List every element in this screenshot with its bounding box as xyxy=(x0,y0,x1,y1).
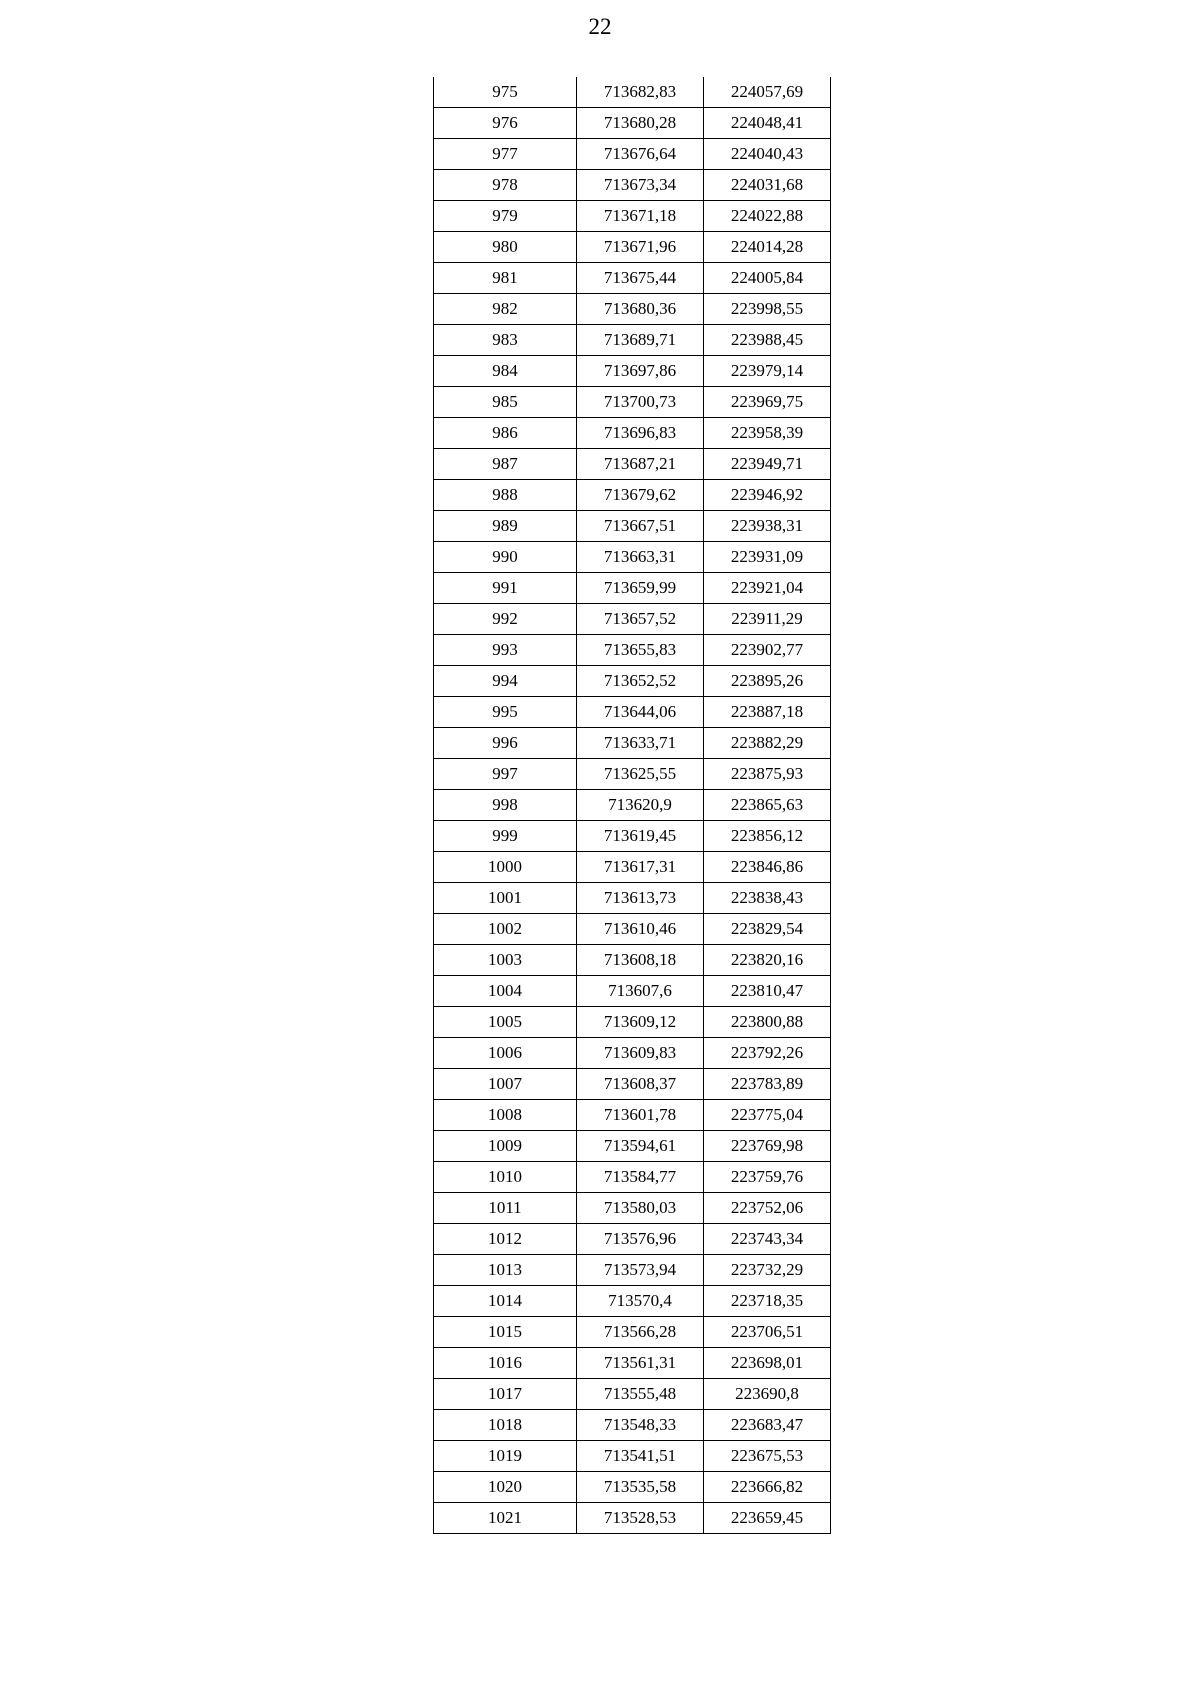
x-coordinate-cell: 713576,96 xyxy=(577,1224,704,1255)
point-number-cell: 1003 xyxy=(434,945,577,976)
table-row xyxy=(434,1069,831,1100)
point-number-cell: 1015 xyxy=(434,1317,577,1348)
table-row xyxy=(434,790,831,821)
point-number-cell: 993 xyxy=(434,635,577,666)
point-number-cell: 994 xyxy=(434,666,577,697)
table-row xyxy=(434,759,831,790)
table-row xyxy=(434,666,831,697)
point-number-cell: 977 xyxy=(434,139,577,170)
y-coordinate-cell: 223921,04 xyxy=(704,573,831,604)
point-number-cell: 1012 xyxy=(434,1224,577,1255)
point-number-cell: 998 xyxy=(434,790,577,821)
y-coordinate-cell: 223838,43 xyxy=(704,883,831,914)
coordinates-table-body xyxy=(434,77,831,1534)
y-coordinate-cell: 223865,63 xyxy=(704,790,831,821)
x-coordinate-cell: 713679,62 xyxy=(577,480,704,511)
y-coordinate-cell: 223856,12 xyxy=(704,821,831,852)
x-coordinate-cell: 713675,44 xyxy=(577,263,704,294)
y-coordinate-cell: 223675,53 xyxy=(704,1441,831,1472)
x-coordinate-cell: 713594,61 xyxy=(577,1131,704,1162)
point-number-cell: 995 xyxy=(434,697,577,728)
y-coordinate-cell: 223759,76 xyxy=(704,1162,831,1193)
x-coordinate-cell: 713541,51 xyxy=(577,1441,704,1472)
y-coordinate-cell: 223938,31 xyxy=(704,511,831,542)
y-coordinate-cell: 223911,29 xyxy=(704,604,831,635)
point-number-cell: 984 xyxy=(434,356,577,387)
table-row xyxy=(434,1224,831,1255)
y-coordinate-cell: 223690,8 xyxy=(704,1379,831,1410)
y-coordinate-cell: 224031,68 xyxy=(704,170,831,201)
x-coordinate-cell: 713528,53 xyxy=(577,1503,704,1534)
page-number: 22 xyxy=(588,14,612,39)
point-number-cell: 999 xyxy=(434,821,577,852)
y-coordinate-cell: 223743,34 xyxy=(704,1224,831,1255)
point-number-cell: 997 xyxy=(434,759,577,790)
table-row xyxy=(434,1410,831,1441)
table-row xyxy=(434,883,831,914)
table-row xyxy=(434,108,831,139)
y-coordinate-cell: 223810,47 xyxy=(704,976,831,1007)
point-number-cell: 1002 xyxy=(434,914,577,945)
x-coordinate-cell: 713671,96 xyxy=(577,232,704,263)
table-row xyxy=(434,1379,831,1410)
table-row xyxy=(434,480,831,511)
table-row xyxy=(434,821,831,852)
x-coordinate-cell: 713682,83 xyxy=(577,77,704,108)
y-coordinate-cell: 223752,06 xyxy=(704,1193,831,1224)
y-coordinate-cell: 223998,55 xyxy=(704,294,831,325)
table-row xyxy=(434,1007,831,1038)
point-number-cell: 979 xyxy=(434,201,577,232)
table-row xyxy=(434,356,831,387)
point-number-cell: 1007 xyxy=(434,1069,577,1100)
table-row xyxy=(434,139,831,170)
x-coordinate-cell: 713617,31 xyxy=(577,852,704,883)
y-coordinate-cell: 223732,29 xyxy=(704,1255,831,1286)
point-number-cell: 1014 xyxy=(434,1286,577,1317)
table-row xyxy=(434,232,831,263)
table-row xyxy=(434,263,831,294)
y-coordinate-cell: 224048,41 xyxy=(704,108,831,139)
point-number-cell: 986 xyxy=(434,418,577,449)
x-coordinate-cell: 713697,86 xyxy=(577,356,704,387)
y-coordinate-cell: 223792,26 xyxy=(704,1038,831,1069)
x-coordinate-cell: 713584,77 xyxy=(577,1162,704,1193)
x-coordinate-cell: 713609,83 xyxy=(577,1038,704,1069)
y-coordinate-cell: 223783,89 xyxy=(704,1069,831,1100)
x-coordinate-cell: 713667,51 xyxy=(577,511,704,542)
x-coordinate-cell: 713535,58 xyxy=(577,1472,704,1503)
table-row xyxy=(434,170,831,201)
table-row xyxy=(434,728,831,759)
table-row xyxy=(434,1100,831,1131)
table-row xyxy=(434,1286,831,1317)
table-row xyxy=(434,294,831,325)
table-row xyxy=(434,852,831,883)
x-coordinate-cell: 713625,55 xyxy=(577,759,704,790)
point-number-cell: 1013 xyxy=(434,1255,577,1286)
table-row xyxy=(434,1441,831,1472)
x-coordinate-cell: 713673,34 xyxy=(577,170,704,201)
y-coordinate-cell: 223946,92 xyxy=(704,480,831,511)
x-coordinate-cell: 713613,73 xyxy=(577,883,704,914)
table-row xyxy=(434,1503,831,1534)
table-row xyxy=(434,1193,831,1224)
x-coordinate-cell: 713601,78 xyxy=(577,1100,704,1131)
table-row xyxy=(434,697,831,728)
x-coordinate-cell: 713671,18 xyxy=(577,201,704,232)
x-coordinate-cell: 713663,31 xyxy=(577,542,704,573)
point-number-cell: 988 xyxy=(434,480,577,511)
point-number-cell: 991 xyxy=(434,573,577,604)
table-row xyxy=(434,1131,831,1162)
x-coordinate-cell: 713655,83 xyxy=(577,635,704,666)
table-row xyxy=(434,1472,831,1503)
point-number-cell: 1020 xyxy=(434,1472,577,1503)
x-coordinate-cell: 713633,71 xyxy=(577,728,704,759)
point-number-cell: 982 xyxy=(434,294,577,325)
y-coordinate-cell: 223895,26 xyxy=(704,666,831,697)
point-number-cell: 978 xyxy=(434,170,577,201)
x-coordinate-cell: 713676,64 xyxy=(577,139,704,170)
coordinates-table xyxy=(433,77,831,1534)
point-number-cell: 1009 xyxy=(434,1131,577,1162)
x-coordinate-cell: 713573,94 xyxy=(577,1255,704,1286)
y-coordinate-cell: 223846,86 xyxy=(704,852,831,883)
table-row xyxy=(434,449,831,480)
y-coordinate-cell: 224005,84 xyxy=(704,263,831,294)
table-row xyxy=(434,77,831,108)
point-number-cell: 983 xyxy=(434,325,577,356)
x-coordinate-cell: 713570,4 xyxy=(577,1286,704,1317)
point-number-cell: 1006 xyxy=(434,1038,577,1069)
y-coordinate-cell: 223666,82 xyxy=(704,1472,831,1503)
y-coordinate-cell: 223800,88 xyxy=(704,1007,831,1038)
point-number-cell: 1018 xyxy=(434,1410,577,1441)
x-coordinate-cell: 713689,71 xyxy=(577,325,704,356)
table-row xyxy=(434,573,831,604)
table-row xyxy=(434,325,831,356)
x-coordinate-cell: 713608,37 xyxy=(577,1069,704,1100)
y-coordinate-cell: 223988,45 xyxy=(704,325,831,356)
x-coordinate-cell: 713548,33 xyxy=(577,1410,704,1441)
x-coordinate-cell: 713687,21 xyxy=(577,449,704,480)
point-number-cell: 1016 xyxy=(434,1348,577,1379)
x-coordinate-cell: 713566,28 xyxy=(577,1317,704,1348)
y-coordinate-cell: 224022,88 xyxy=(704,201,831,232)
y-coordinate-cell: 223887,18 xyxy=(704,697,831,728)
y-coordinate-cell: 223829,54 xyxy=(704,914,831,945)
point-number-cell: 1021 xyxy=(434,1503,577,1534)
point-number-cell: 1011 xyxy=(434,1193,577,1224)
y-coordinate-cell: 223958,39 xyxy=(704,418,831,449)
point-number-cell: 1008 xyxy=(434,1100,577,1131)
y-coordinate-cell: 223706,51 xyxy=(704,1317,831,1348)
point-number-cell: 1019 xyxy=(434,1441,577,1472)
x-coordinate-cell: 713620,9 xyxy=(577,790,704,821)
y-coordinate-cell: 223949,71 xyxy=(704,449,831,480)
table-row xyxy=(434,1348,831,1379)
point-number-cell: 1005 xyxy=(434,1007,577,1038)
point-number-cell: 975 xyxy=(434,77,577,108)
y-coordinate-cell: 224014,28 xyxy=(704,232,831,263)
point-number-cell: 1004 xyxy=(434,976,577,1007)
table-row xyxy=(434,387,831,418)
x-coordinate-cell: 713700,73 xyxy=(577,387,704,418)
x-coordinate-cell: 713608,18 xyxy=(577,945,704,976)
x-coordinate-cell: 713696,83 xyxy=(577,418,704,449)
point-number-cell: 989 xyxy=(434,511,577,542)
x-coordinate-cell: 713580,03 xyxy=(577,1193,704,1224)
point-number-cell: 996 xyxy=(434,728,577,759)
point-number-cell: 976 xyxy=(434,108,577,139)
table-row xyxy=(434,914,831,945)
table-row xyxy=(434,201,831,232)
y-coordinate-cell: 223775,04 xyxy=(704,1100,831,1131)
table-row xyxy=(434,604,831,635)
point-number-cell: 981 xyxy=(434,263,577,294)
x-coordinate-cell: 713555,48 xyxy=(577,1379,704,1410)
y-coordinate-cell: 223659,45 xyxy=(704,1503,831,1534)
table-row xyxy=(434,945,831,976)
y-coordinate-cell: 223902,77 xyxy=(704,635,831,666)
x-coordinate-cell: 713644,06 xyxy=(577,697,704,728)
y-coordinate-cell: 223718,35 xyxy=(704,1286,831,1317)
x-coordinate-cell: 713607,6 xyxy=(577,976,704,1007)
y-coordinate-cell: 223931,09 xyxy=(704,542,831,573)
y-coordinate-cell: 223882,29 xyxy=(704,728,831,759)
point-number-cell: 980 xyxy=(434,232,577,263)
x-coordinate-cell: 713609,12 xyxy=(577,1007,704,1038)
table-row xyxy=(434,976,831,1007)
point-number-cell: 990 xyxy=(434,542,577,573)
y-coordinate-cell: 223769,98 xyxy=(704,1131,831,1162)
y-coordinate-cell: 223875,93 xyxy=(704,759,831,790)
table-row xyxy=(434,542,831,573)
table-row xyxy=(434,1038,831,1069)
y-coordinate-cell: 223683,47 xyxy=(704,1410,831,1441)
point-number-cell: 985 xyxy=(434,387,577,418)
table-row xyxy=(434,635,831,666)
point-number-cell: 1000 xyxy=(434,852,577,883)
x-coordinate-cell: 713657,52 xyxy=(577,604,704,635)
table-row xyxy=(434,418,831,449)
x-coordinate-cell: 713610,46 xyxy=(577,914,704,945)
x-coordinate-cell: 713680,28 xyxy=(577,108,704,139)
y-coordinate-cell: 223979,14 xyxy=(704,356,831,387)
point-number-cell: 1017 xyxy=(434,1379,577,1410)
x-coordinate-cell: 713619,45 xyxy=(577,821,704,852)
y-coordinate-cell: 224040,43 xyxy=(704,139,831,170)
y-coordinate-cell: 223698,01 xyxy=(704,1348,831,1379)
x-coordinate-cell: 713652,52 xyxy=(577,666,704,697)
point-number-cell: 1010 xyxy=(434,1162,577,1193)
x-coordinate-cell: 713659,99 xyxy=(577,573,704,604)
point-number-cell: 992 xyxy=(434,604,577,635)
table-row xyxy=(434,511,831,542)
table-row xyxy=(434,1255,831,1286)
y-coordinate-cell: 223820,16 xyxy=(704,945,831,976)
y-coordinate-cell: 223969,75 xyxy=(704,387,831,418)
x-coordinate-cell: 713561,31 xyxy=(577,1348,704,1379)
table-row xyxy=(434,1317,831,1348)
x-coordinate-cell: 713680,36 xyxy=(577,294,704,325)
point-number-cell: 1001 xyxy=(434,883,577,914)
table-row xyxy=(434,1162,831,1193)
point-number-cell: 987 xyxy=(434,449,577,480)
y-coordinate-cell: 224057,69 xyxy=(704,77,831,108)
